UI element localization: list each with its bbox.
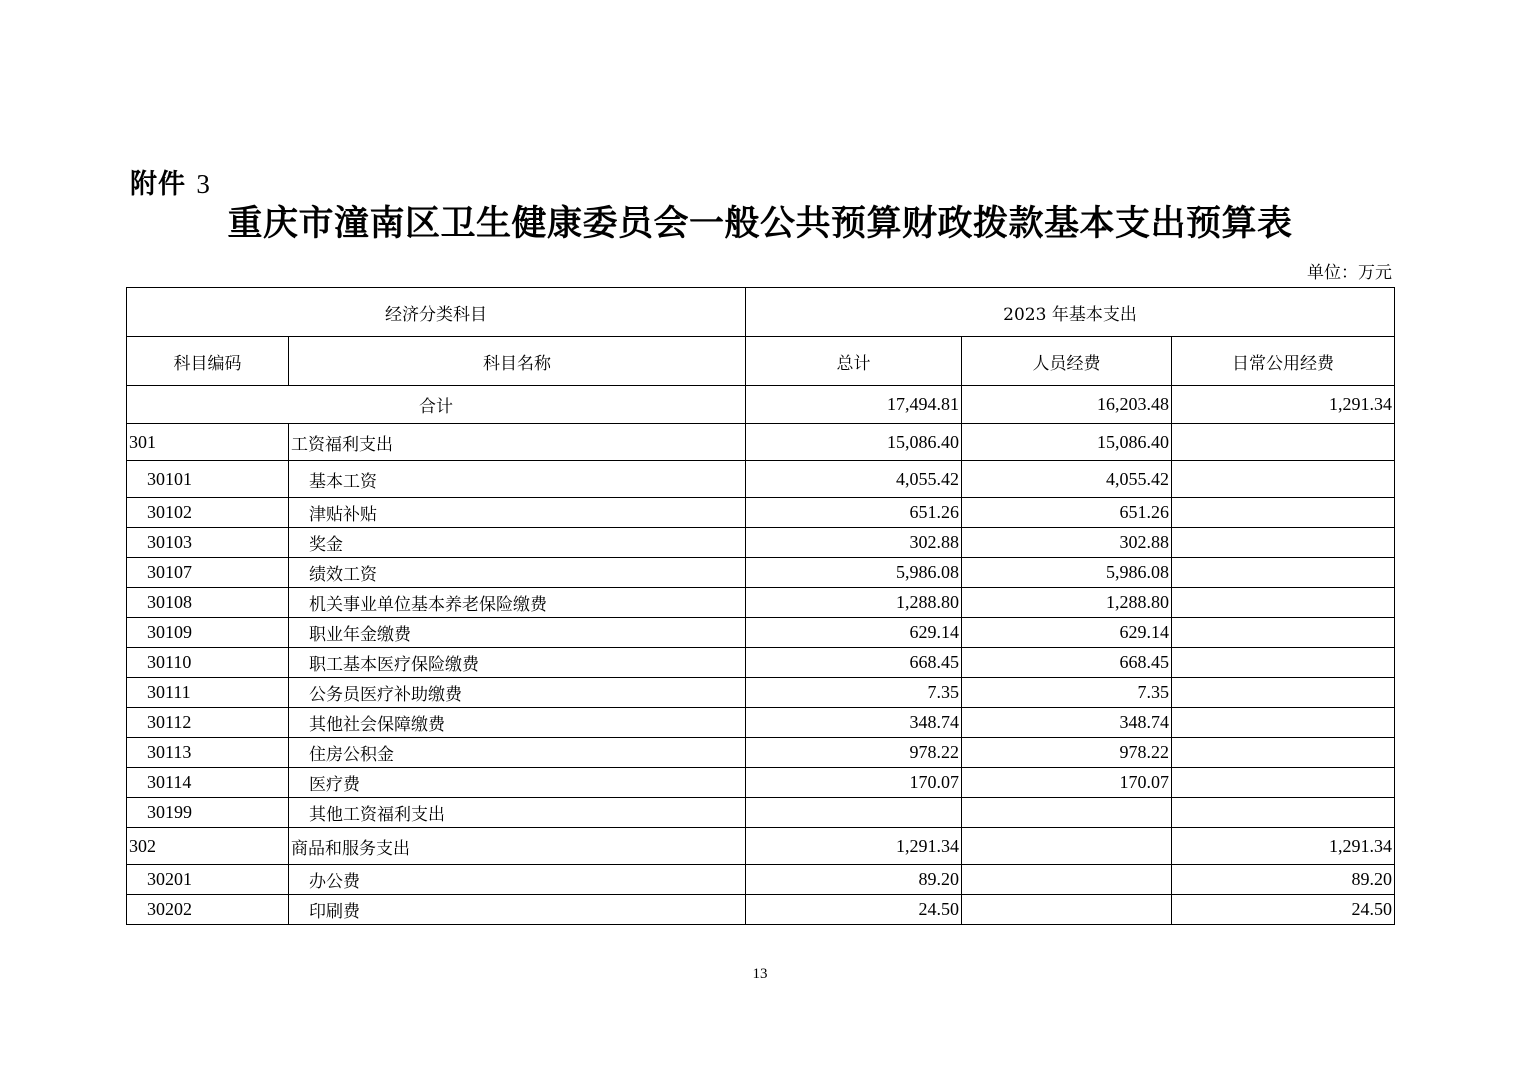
table-row [127, 865, 1395, 895]
row-name: 办公费 [289, 865, 746, 895]
row-personnel: 668.45 [962, 648, 1172, 678]
row-personnel: 651.26 [962, 498, 1172, 528]
row-name: 医疗费 [289, 768, 746, 798]
row-total: 7.35 [746, 678, 962, 708]
row-name: 职工基本医疗保险缴费 [289, 648, 746, 678]
row-public: 24.50 [1172, 895, 1395, 925]
row-personnel [962, 865, 1172, 895]
row-name: 基本工资 [289, 461, 746, 498]
table-row [127, 461, 1395, 498]
total-row [127, 386, 1395, 424]
budget-table-body [127, 288, 1395, 925]
table-row [127, 828, 1395, 865]
row-name: 机关事业单位基本养老保险缴费 [289, 588, 746, 618]
row-personnel: 170.07 [962, 768, 1172, 798]
row-total: 4,055.42 [746, 461, 962, 498]
header-name: 科目名称 [289, 337, 746, 386]
row-public [1172, 738, 1395, 768]
header-code: 科目编码 [127, 337, 289, 386]
row-personnel: 348.74 [962, 708, 1172, 738]
table-row [127, 424, 1395, 461]
row-public [1172, 678, 1395, 708]
row-code: 30201 [127, 865, 289, 895]
row-public [1172, 648, 1395, 678]
table-row [127, 498, 1395, 528]
row-total: 651.26 [746, 498, 962, 528]
table-row [127, 895, 1395, 925]
table-row [127, 738, 1395, 768]
table-row [127, 768, 1395, 798]
row-code: 30111 [127, 678, 289, 708]
header-total: 总计 [746, 337, 962, 386]
row-public [1172, 588, 1395, 618]
row-code: 301 [127, 424, 289, 461]
row-public: 1,291.34 [1172, 828, 1395, 865]
row-name: 公务员医疗补助缴费 [289, 678, 746, 708]
row-code: 30113 [127, 738, 289, 768]
page-title: 重庆市潼南区卫生健康委员会一般公共预算财政拨款基本支出预算表 [227, 204, 1293, 244]
table-row [127, 678, 1395, 708]
row-public [1172, 708, 1395, 738]
row-public [1172, 618, 1395, 648]
row-code: 30108 [127, 588, 289, 618]
row-public [1172, 424, 1395, 461]
row-public [1172, 498, 1395, 528]
header-year-basic: 2023 年基本支出 [746, 288, 1395, 337]
row-code: 302 [127, 828, 289, 865]
row-personnel [962, 895, 1172, 925]
row-total: 1,288.80 [746, 588, 962, 618]
row-code: 30109 [127, 618, 289, 648]
row-personnel: 978.22 [962, 738, 1172, 768]
row-name: 印刷费 [289, 895, 746, 925]
row-code: 30101 [127, 461, 289, 498]
row-total: 348.74 [746, 708, 962, 738]
row-personnel: 4,055.42 [962, 461, 1172, 498]
row-total: 668.45 [746, 648, 962, 678]
row-public [1172, 461, 1395, 498]
row-code: 30110 [127, 648, 289, 678]
row-total: 24.50 [746, 895, 962, 925]
header-econ-category: 经济分类科目 [127, 288, 746, 337]
row-code: 30102 [127, 498, 289, 528]
table-row [127, 648, 1395, 678]
row-public [1172, 798, 1395, 828]
total-label: 合计 [127, 386, 746, 424]
row-name: 津贴补贴 [289, 498, 746, 528]
row-code: 30199 [127, 798, 289, 828]
row-total: 978.22 [746, 738, 962, 768]
row-name: 工资福利支出 [289, 424, 746, 461]
row-name: 商品和服务支出 [289, 828, 746, 865]
unit-label: 单位：万元 [1307, 263, 1392, 283]
row-total: 89.20 [746, 865, 962, 895]
row-name: 奖金 [289, 528, 746, 558]
row-code: 30103 [127, 528, 289, 558]
row-code: 30112 [127, 708, 289, 738]
row-total: 629.14 [746, 618, 962, 648]
row-name: 职业年金缴费 [289, 618, 746, 648]
table-row [127, 798, 1395, 828]
row-name: 其他工资福利支出 [289, 798, 746, 828]
row-personnel: 1,288.80 [962, 588, 1172, 618]
row-name: 住房公积金 [289, 738, 746, 768]
row-name: 绩效工资 [289, 558, 746, 588]
total-public: 1,291.34 [1172, 386, 1395, 424]
table-row [127, 618, 1395, 648]
row-personnel [962, 828, 1172, 865]
table-row [127, 588, 1395, 618]
total-personnel: 16,203.48 [962, 386, 1172, 424]
row-public: 89.20 [1172, 865, 1395, 895]
total-total: 17,494.81 [746, 386, 962, 424]
header-row-2 [127, 337, 1395, 386]
row-public [1172, 768, 1395, 798]
row-personnel: 15,086.40 [962, 424, 1172, 461]
row-public [1172, 528, 1395, 558]
row-personnel [962, 798, 1172, 828]
row-total: 15,086.40 [746, 424, 962, 461]
header-row-1 [127, 288, 1395, 337]
table-row [127, 528, 1395, 558]
row-public [1172, 558, 1395, 588]
row-total: 170.07 [746, 768, 962, 798]
row-personnel: 629.14 [962, 618, 1172, 648]
row-personnel: 302.88 [962, 528, 1172, 558]
row-total: 1,291.34 [746, 828, 962, 865]
row-code: 30202 [127, 895, 289, 925]
row-code: 30114 [127, 768, 289, 798]
row-total: 5,986.08 [746, 558, 962, 588]
row-name: 其他社会保障缴费 [289, 708, 746, 738]
row-code: 30107 [127, 558, 289, 588]
row-total [746, 798, 962, 828]
row-personnel: 5,986.08 [962, 558, 1172, 588]
table-row [127, 708, 1395, 738]
budget-table [126, 287, 1395, 925]
row-total: 302.88 [746, 528, 962, 558]
attachment-text: 附件 [130, 169, 186, 200]
header-public: 日常公用经费 [1172, 337, 1395, 386]
header-personnel: 人员经费 [962, 337, 1172, 386]
row-personnel: 7.35 [962, 678, 1172, 708]
attachment-number: 3 [196, 169, 211, 199]
table-row [127, 558, 1395, 588]
page-number: 13 [752, 966, 768, 982]
